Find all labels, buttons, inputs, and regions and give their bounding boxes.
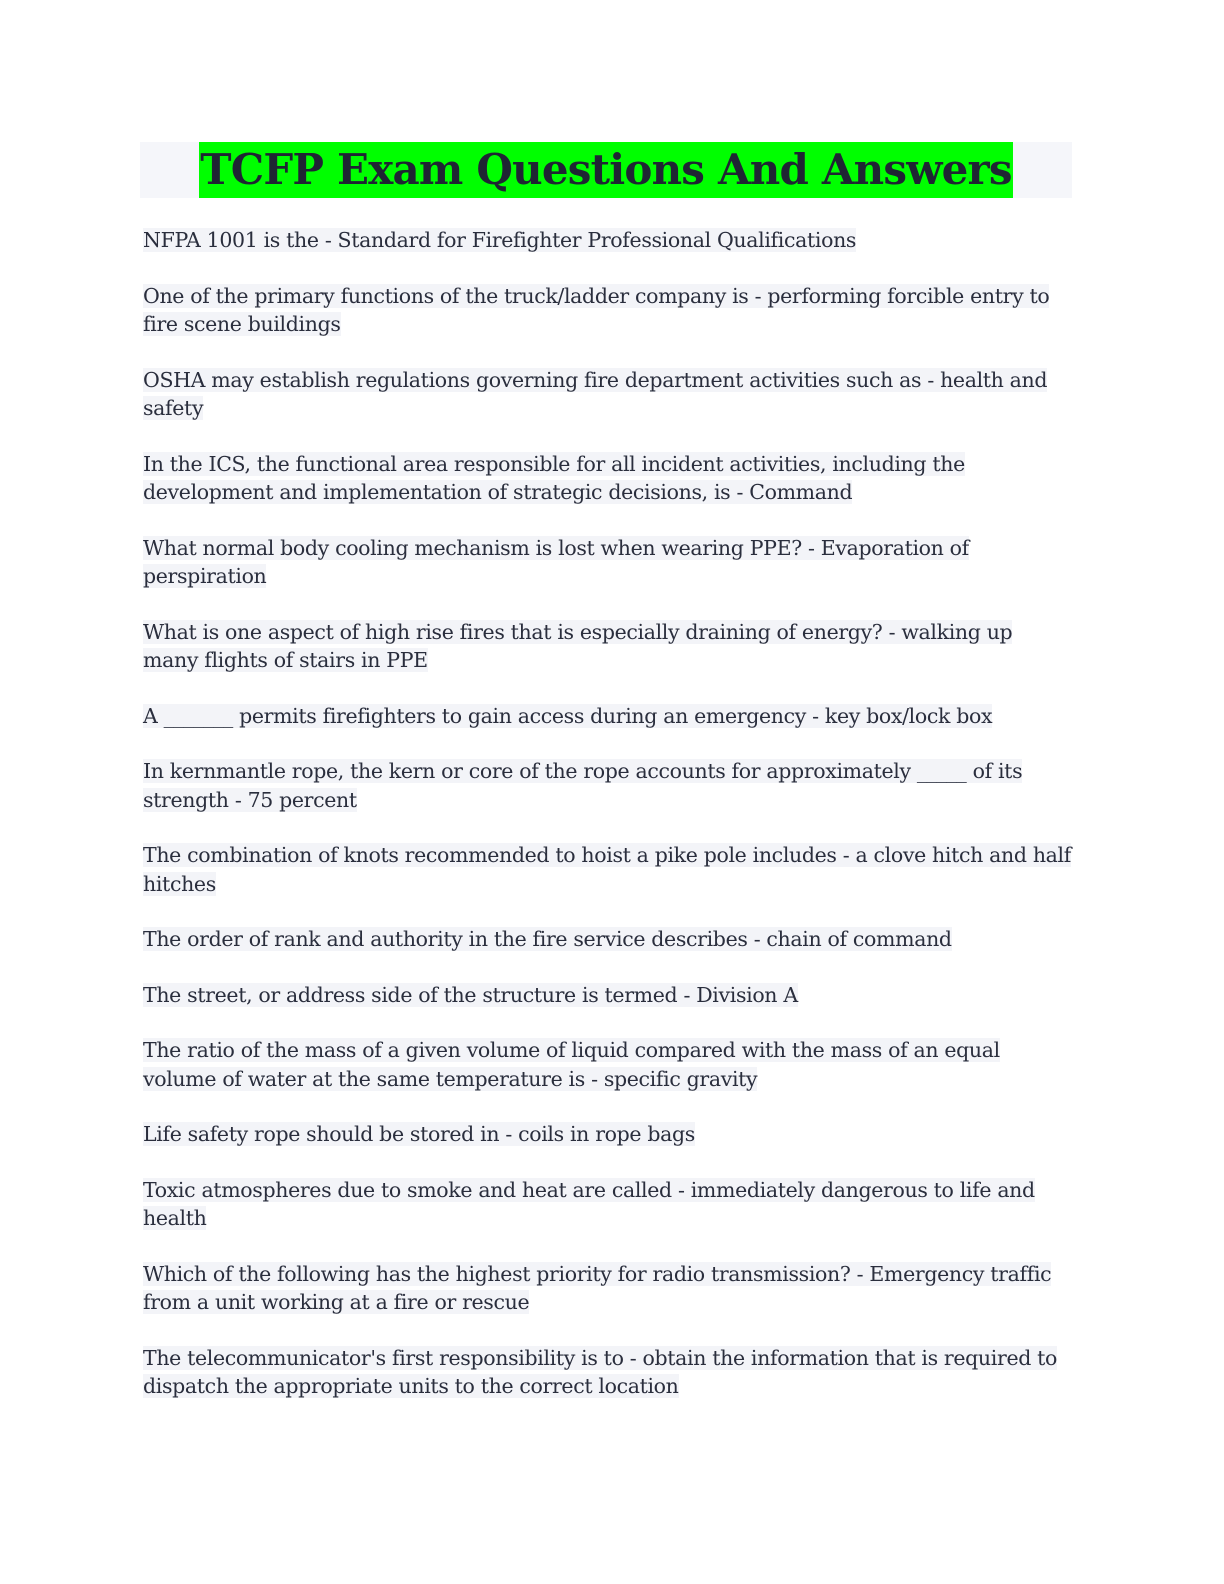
- qa-item: [143, 226, 1073, 255]
- qa-item: [143, 366, 1073, 423]
- page-title: TCFP Exam Questions And Answers: [199, 142, 1012, 198]
- qa-item: [143, 1344, 1073, 1401]
- qa-text: The order of rank and authority in the fire service describes - chain of command: [143, 927, 952, 951]
- qa-item: [143, 534, 1073, 591]
- qa-text: The combination of knots recommended to hoist a pike pole includes - a clove hitch and half hitches: [143, 843, 1071, 896]
- qa-text: One of the primary functions of the truck/ladder company is - performing forcible entry to fire scene buildings: [143, 283, 1050, 336]
- qa-text: What normal body cooling mechanism is lost when wearing PPE? - Evaporation of perspiration: [143, 535, 969, 588]
- qa-text: OSHA may establish regulations governing fire department activities such as - health and safety: [143, 367, 1048, 420]
- qa-text: The telecommunicator's first responsibility is to - obtain the information that is required to dispatch the appropriate units to the correct location: [143, 1345, 1058, 1398]
- qa-item: [143, 981, 1073, 1010]
- qa-text: The street, or address side of the structure is termed - Division A: [143, 982, 798, 1007]
- qa-item: [143, 1260, 1073, 1317]
- qa-text: The ratio of the mass of a given volume of liquid compared with the mass of an equal volume of water at the same temperature is - specific gravity: [143, 1038, 1000, 1091]
- title-band: [140, 142, 1072, 198]
- qa-item: [143, 618, 1073, 675]
- qa-item: [143, 1036, 1073, 1093]
- qa-text: In kernmantle rope, the kern or core of the rope accounts for approximately _____ of its strength - 75 percent: [143, 759, 1023, 812]
- qa-item: [143, 282, 1073, 339]
- qa-text: A _______ permits firefighters to gain access during an emergency - key box/lock box: [143, 703, 993, 728]
- qa-list: [143, 226, 1073, 1428]
- qa-text: Which of the following has the highest priority for radio transmission? - Emergency traffic from a unit working at a fire or rescue: [143, 1261, 1052, 1314]
- qa-text: NFPA 1001 is the - Standard for Firefighter Professional Qualifications: [143, 228, 857, 252]
- qa-text: Toxic atmospheres due to smoke and heat are called - immediately dangerous to life and health: [143, 1177, 1035, 1230]
- qa-text: In the ICS, the functional area responsible for all incident activities, including the development and implementation of strategic decisions, is - Command: [143, 451, 965, 504]
- qa-text: What is one aspect of high rise fires that is especially draining of energy? - walking up many flights of stairs in PPE: [143, 619, 1013, 672]
- qa-item: [143, 702, 1073, 731]
- qa-text: Life safety rope should be stored in - coils in rope bags: [143, 1122, 695, 1146]
- qa-item: [143, 925, 1073, 954]
- qa-item: [143, 841, 1073, 898]
- qa-item: [143, 1120, 1073, 1149]
- qa-item: [143, 757, 1073, 814]
- qa-item: [143, 450, 1073, 507]
- qa-item: [143, 1176, 1073, 1233]
